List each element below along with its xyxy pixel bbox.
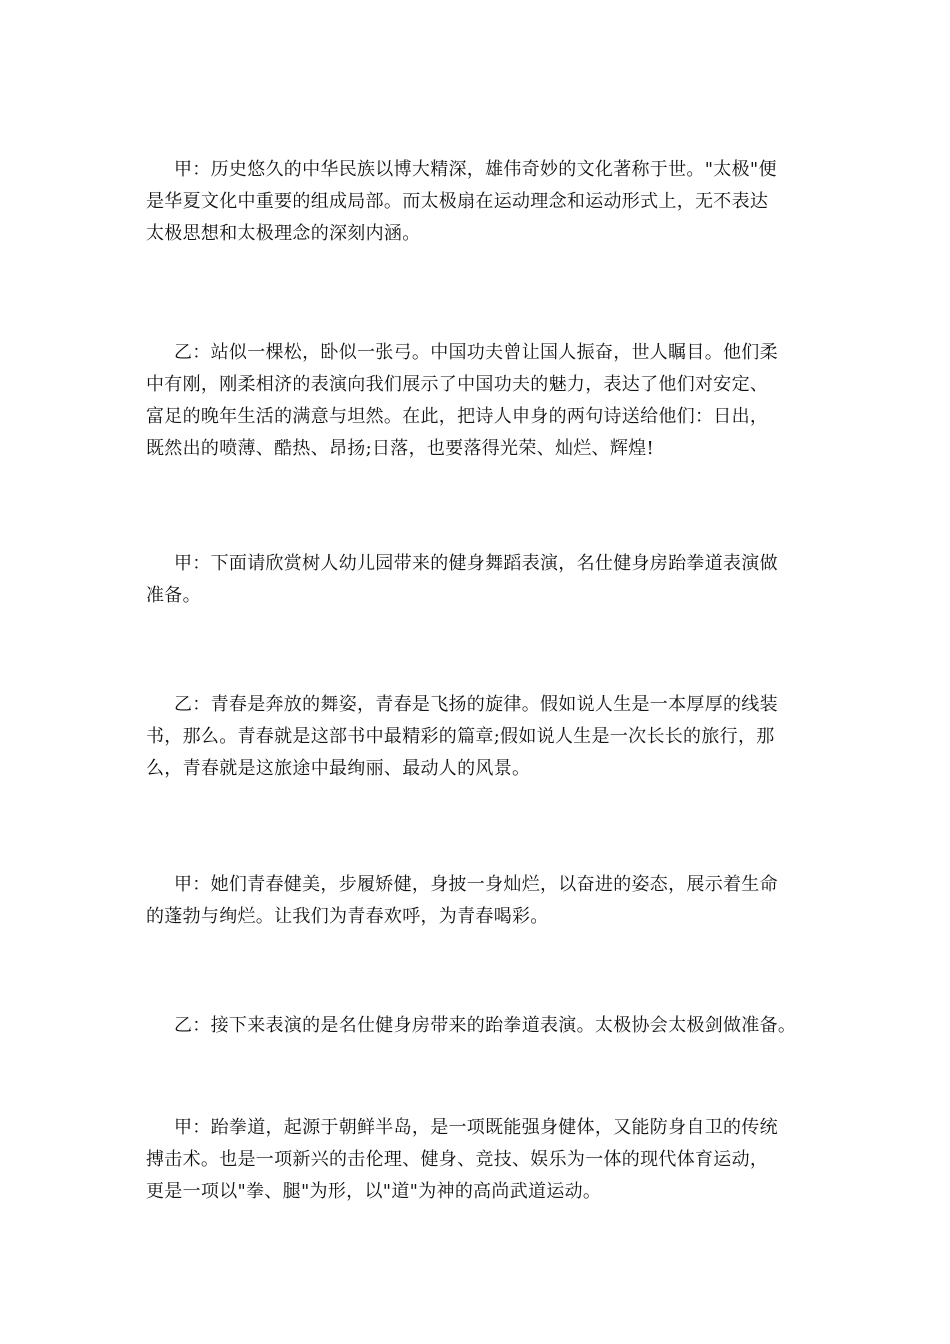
paragraph	[146, 869, 818, 933]
paragraph-line: 甲：跆拳道，起源于朝鲜半岛，是一项既能强身健体，又能防身自卫的传统	[174, 1117, 778, 1138]
paragraph-line: 中有刚，刚柔相济的表演向我们展示了中国功夫的魅力，表达了他们对安定、	[146, 374, 769, 395]
paragraph	[146, 1112, 818, 1208]
paragraph-line: 既然出的喷薄、酷热、昂扬;日落，也要落得光荣、灿烂、辉煌!	[146, 438, 654, 459]
paragraph-line: 乙：接下来表演的是名仕健身房带来的跆拳道表演。太极协会太极剑做准备。	[174, 1015, 797, 1036]
paragraph-line: 搏击术。也是一项新兴的击伦理、健身、竞技、娱乐为一体的现代体育运动，	[146, 1149, 769, 1170]
paragraph-line: 甲：历史悠久的中华民族以博大精深，雄伟奇妙的文化著称于世。"太极"便	[174, 159, 777, 180]
paragraph-line: 是华夏文化中重要的组成局部。而太极扇在运动理念和运动形式上，无不表达	[146, 191, 769, 212]
paragraph	[146, 548, 818, 612]
paragraph-line: 更是一项以"拳、腿"为形，以"道"为神的高尚武道运动。	[146, 1181, 602, 1202]
paragraph-line: 乙：青春是奔放的舞姿，青春是飞扬的旋律。假如说人生是一本厚厚的线装	[174, 694, 778, 715]
paragraph-line: 么，青春就是这旅途中最绚丽、最动人的风景。	[146, 758, 531, 779]
paragraph-line: 富足的晚年生活的满意与坦然。在此，把诗人申身的两句诗送给他们：日出，	[146, 406, 769, 427]
paragraph	[146, 689, 818, 785]
paragraph	[146, 1010, 818, 1042]
paragraph-line: 甲：下面请欣赏树人幼儿园带来的健身舞蹈表演，名仕健身房跆拳道表演做	[174, 553, 778, 574]
paragraph	[146, 154, 818, 250]
paragraph-line: 书，那么。青春就是这部书中最精彩的篇章;假如说人生是一次长长的旅行，那	[146, 726, 775, 747]
paragraph	[146, 337, 818, 465]
paragraph-line: 准备。	[146, 585, 201, 606]
paragraph-line: 的蓬勃与绚烂。让我们为青春欢呼，为青春喝彩。	[146, 906, 549, 927]
paragraph-line: 乙：站似一棵松，卧似一张弓。中国功夫曾让国人振奋，世人瞩目。他们柔	[174, 342, 778, 363]
paragraph-line: 太极思想和太极理念的深刻内涵。	[146, 223, 421, 244]
paragraph-line: 甲：她们青春健美，步履矫健，身披一身灿烂，以奋进的姿态，展示着生命	[174, 874, 778, 895]
